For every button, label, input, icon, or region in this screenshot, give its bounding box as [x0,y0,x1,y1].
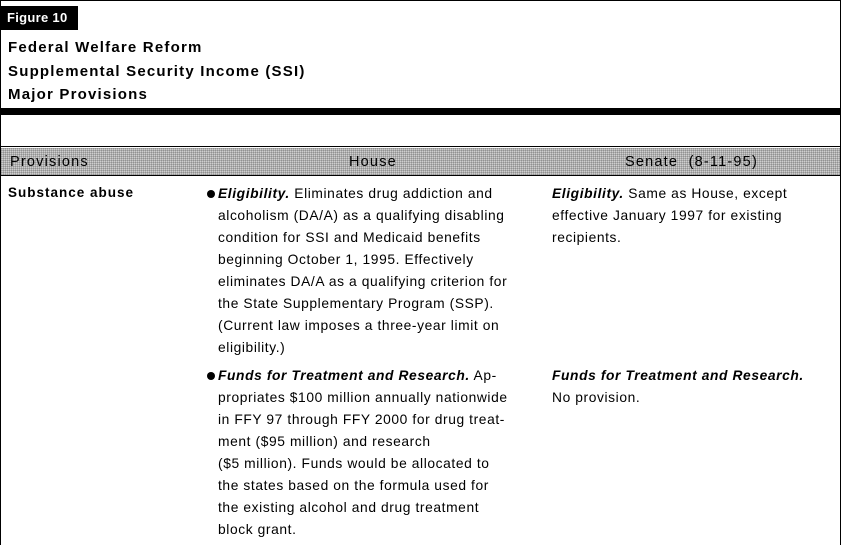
bullet-icon [207,372,215,380]
text-line: Ap- [469,368,497,383]
text-line: recipients. [552,230,622,245]
text-line: No provision. [552,390,641,405]
title-line: Supplemental Security Income (SSI) [8,62,306,80]
house-eligibility-heading: Eligibility. [218,186,290,201]
title-line: Major Provisions [8,86,149,103]
text-line: eligibility.) [218,340,286,355]
text-line: (Current law imposes a three-year limit on [218,318,500,333]
document-title [8,36,306,107]
senate-eligibility [552,183,787,249]
senate-funds [552,365,804,409]
column-header-senate: Senate (8-11-95) [625,154,758,170]
text-line: in FFY 97 through FFY 2000 for drug treat- [218,412,505,427]
text-line: effective January 1997 for existing [552,208,783,223]
text-line: block grant. [218,522,297,537]
senate-funds-heading: Funds for Treatment and Research. [552,368,804,383]
text-line: Eliminates drug addiction and [289,186,493,201]
text-line: beginning October 1, 1995. Effectively [218,252,474,267]
text-line: ment ($95 million) and research [218,434,431,449]
house-funds-heading: Funds for Treatment and Research. [218,368,470,383]
senate-eligibility-heading: Eligibility. [552,186,624,201]
column-header-provisions: Provisions [10,154,89,170]
title-divider [1,108,840,115]
text-line: ($5 million). Funds would be allocated to [218,456,490,471]
text-line: the existing alcohol and drug treatment [218,500,480,515]
text-line: the State Supplementary Program (SSP). [218,296,494,311]
text-line: condition for SSI and Medicaid benefits [218,230,481,245]
title-line: Federal Welfare Reform [8,39,203,56]
column-header-house: House [349,154,397,170]
text-line: the states based on the formula used for [218,478,489,493]
text-line: eliminates DA/A as a qualifying criterion for [218,274,508,289]
house-eligibility [218,183,507,359]
text-line: Same as House, except [623,186,788,201]
bullet-icon [207,190,215,198]
text-line: propriates $100 million annually nationwide [218,390,508,405]
text-line: alcoholism (DA/A) as a qualifying disabling [218,208,505,223]
house-funds [218,365,508,541]
figure-label: Figure 10 [1,6,78,30]
header-top-rule [1,146,840,147]
row-label-substance-abuse: Substance abuse [8,185,135,200]
